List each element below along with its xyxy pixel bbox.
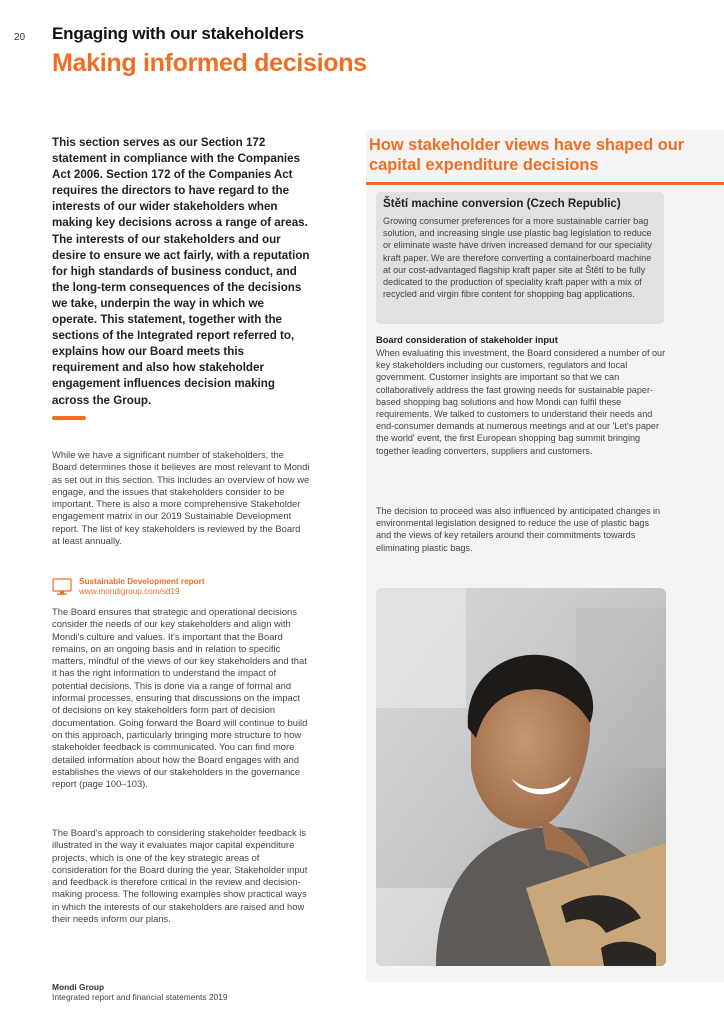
heading-divider — [366, 182, 724, 185]
footer-report-title: Integrated report and financial statements 2019 — [52, 992, 228, 1002]
board-consideration-title: Board consideration of stakeholder input — [376, 335, 558, 345]
page-number: 20 — [14, 32, 26, 43]
section-title: Engaging with our stakeholders — [52, 24, 304, 43]
link-title[interactable]: Sustainable Development report — [79, 577, 205, 586]
capex-feedback-paragraph: The Board's approach to considering stakeholder feedback is illustrated in the way it evaluates major capital expenditure projects, which is one of the key strategic areas of consideration for the Board during the year. Stakeholder input and feedback is therefore critical in the review and decision-making process. The following examples show practical ways in which the interests of our stakeholders are raised and how their needs inform our plans. — [52, 827, 308, 925]
board-consideration-text: When evaluating this investment, the Board considered a number of our key stakeholders including our customers, regulators and local government. Customer insights are important so that we can collaboratively address the fast growing needs for sustainable paper-based shopping bag solutions and how Mondi can fulfil these requirements. We talked to customers to understand their needs and end-consumer demands at numerous meetings and at our 'Let's paper the world' event, the first European shopping bag summit bringing together leading converters, suppliers and customers. — [376, 348, 666, 456]
monitor-icon — [52, 578, 72, 596]
footer-company: Mondi Group — [52, 982, 105, 992]
intro-statement: This section serves as our Section 172 statement in compliance with the Companies Act 2006. Section 172 of the Companies Act requires the directors to have regard to the interests of our wider stakeholders when making key decisions across a range of areas. The interests of our stakeholders and our desire to ensure we act fairly, with a reputation for high standards of business conduct, and the long-term consequences of the decisions we take, underpin the way in which we operate. This statement, together with the sections of the Integrated report referred to, explains how our Board meets this requirement and also how stakeholder engagement influences decision making across the Group. — [52, 136, 310, 407]
decision-influence-text: The decision to proceed was also influenced by anticipated changes in environmental legislation designed to reduce the use of plastic bags and the views of key retailers around their commitments towards eliminating plastic bags. — [376, 506, 661, 553]
shopper-photo — [376, 588, 666, 966]
case-study-heading: How stakeholder views have shaped our capital expenditure decisions — [369, 136, 685, 174]
accent-divider — [52, 416, 86, 420]
link-url[interactable]: www.mondigroup.com/sd19 — [79, 587, 180, 596]
case-title: Štětí machine conversion (Czech Republic) — [383, 197, 621, 210]
page-title: Making informed decisions — [52, 49, 367, 77]
stakeholders-paragraph: While we have a significant number of stakeholders, the Board determines those it believes are most relevant to Mondi as set out in this section. This includes an overview of how we engage, and the issues that stakeholders consider to be important. There is also a more comprehensive Stakeholder engagement matrix in our 2019 Sustainable Development report. The list of key stakeholders is reviewed by the Board at least annually. — [52, 449, 310, 547]
sd-report-link[interactable] — [52, 577, 310, 599]
case-text: Growing consumer preferences for a more sustainable carrier bag solution, and increasing single use plastic bag legislation to reduce or eliminate waste have driven increased demand for our speciality kraft paper. We are therefore converting a containerboard machine at our cost-advantaged flagship kraft paper site at Štětí to be fully dedicated to the production of speciality kraft paper with a mix of recycled and virgin fibre content for shopping bag applications. — [383, 216, 652, 300]
board-approach-paragraph: The Board ensures that strategic and operational decisions consider the needs of our key stakeholders and align with Mondi's culture and values. It's important that the Board remains, on an ongoing basis and in relation to specific matters, mindful of the views of our key stakeholders and that it has the right information to understand the impact of potential decisions. This is done via a range of formal and informal processes, ensuring that discussions on the impact of decisions on key stakeholders form part of decision documentation. Going forward the Board will continue to build on this approach, particularly bringing more structure to how stakeholder feedback is communicated. You can find more detailed information about how the Board engages with and establishes the views of our stakeholders in the governance report (page 100–103). — [52, 606, 308, 790]
